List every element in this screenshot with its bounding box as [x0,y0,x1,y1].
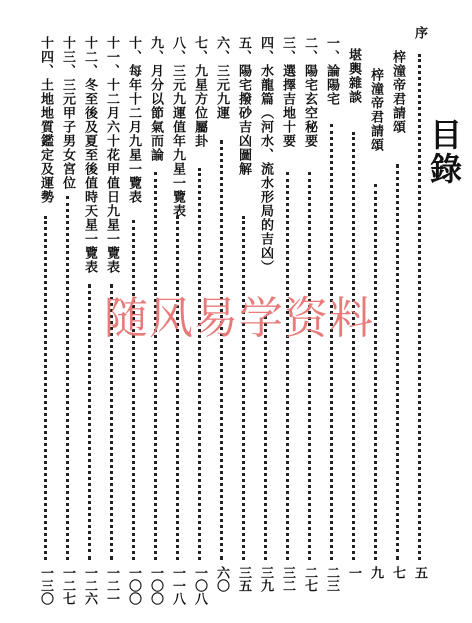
toc-page-number: 一二一 [104,566,119,605]
toc-entry-label: 十二、冬至後及夏至後值時天星一覽表 [82,36,97,274]
leader-dots [418,54,421,560]
toc-entry-label: 梓潼帝君請頌 [390,50,405,134]
toc-page-number: 六〇 [214,566,229,592]
toc-entry-label: 二、陽宅玄空秘要 [302,36,317,148]
leader-dots [242,216,245,560]
leader-dots [308,172,311,560]
toc-entry-label: 十、每年十二月九星一覽表 [126,36,141,204]
toc-entry-label: 堪輿雜談 [346,48,361,104]
toc-page-number: 三九 [258,566,273,592]
toc-entry-label: 一、論陽宅 [324,36,339,106]
toc-entry-label: 四、水龍篇（河水、流水形局的吉凶） [258,36,273,274]
toc-page-number: 一〇〇 [126,566,141,605]
toc-entry [408,20,430,620]
leader-dots [88,284,91,560]
leader-dots [132,220,135,560]
toc-entry-label: 十四、土地地質鑑定及運勢 [38,36,53,204]
toc-page-number: 一一八 [170,566,185,605]
toc-entry-label: 五、陽宅撥砂吉凶圖解 [236,36,251,176]
leader-dots [264,316,267,560]
toc-entry-label: 八、三元九運值年九星一覽表 [170,36,185,218]
toc-page-number: 二三 [324,566,339,592]
toc-page-number: 一二七 [60,566,75,605]
toc-page-number: 一〇八 [192,566,207,605]
toc-entry-label: 三、選擇吉地十要 [280,36,295,148]
toc-entry-label: 序 [412,26,427,40]
leader-dots [352,132,355,560]
toc-entry-label: 六、三元九運 [214,36,229,120]
toc-entry-label: 九、月分以節氣而論 [148,36,163,162]
toc-entry [386,20,408,620]
toc-page-number: 二七 [302,566,317,592]
toc-entry-label: 十一、十二月六十花甲值日九星一覽表 [104,36,119,274]
leader-dots [286,172,289,560]
leader-dots [374,184,377,560]
leader-dots [396,164,399,560]
toc-page-number: 一二六 [82,566,97,605]
leader-dots [198,168,201,560]
leader-dots [44,216,47,560]
toc-page-number: 三五 [236,566,251,592]
leader-dots [220,140,223,560]
toc-entry [34,20,56,620]
leader-dots [66,196,69,560]
toc-title: 目錄 [425,118,463,186]
leader-dots [176,216,179,560]
leader-dots [154,172,157,560]
toc-page-number: 三二 [280,566,295,592]
toc-page-number: 一 [346,566,361,579]
toc-page-number: 一〇〇 [148,566,163,605]
toc-entry-label: 梓潼帝君請頌 [368,68,383,152]
toc-entry [78,20,100,620]
toc-page-number: 七 [390,566,405,579]
toc-entry-label: 十三、三元甲子男女宮位 [60,36,75,190]
toc-page-number: 一三〇 [38,566,53,605]
watermark: 随风易学资料 [104,293,374,344]
toc-entry [56,20,78,620]
toc-entry-label: 七、九星方位屬卦 [192,36,207,148]
toc-page-number: 五 [412,566,427,579]
toc-page-number: 九 [368,566,383,579]
